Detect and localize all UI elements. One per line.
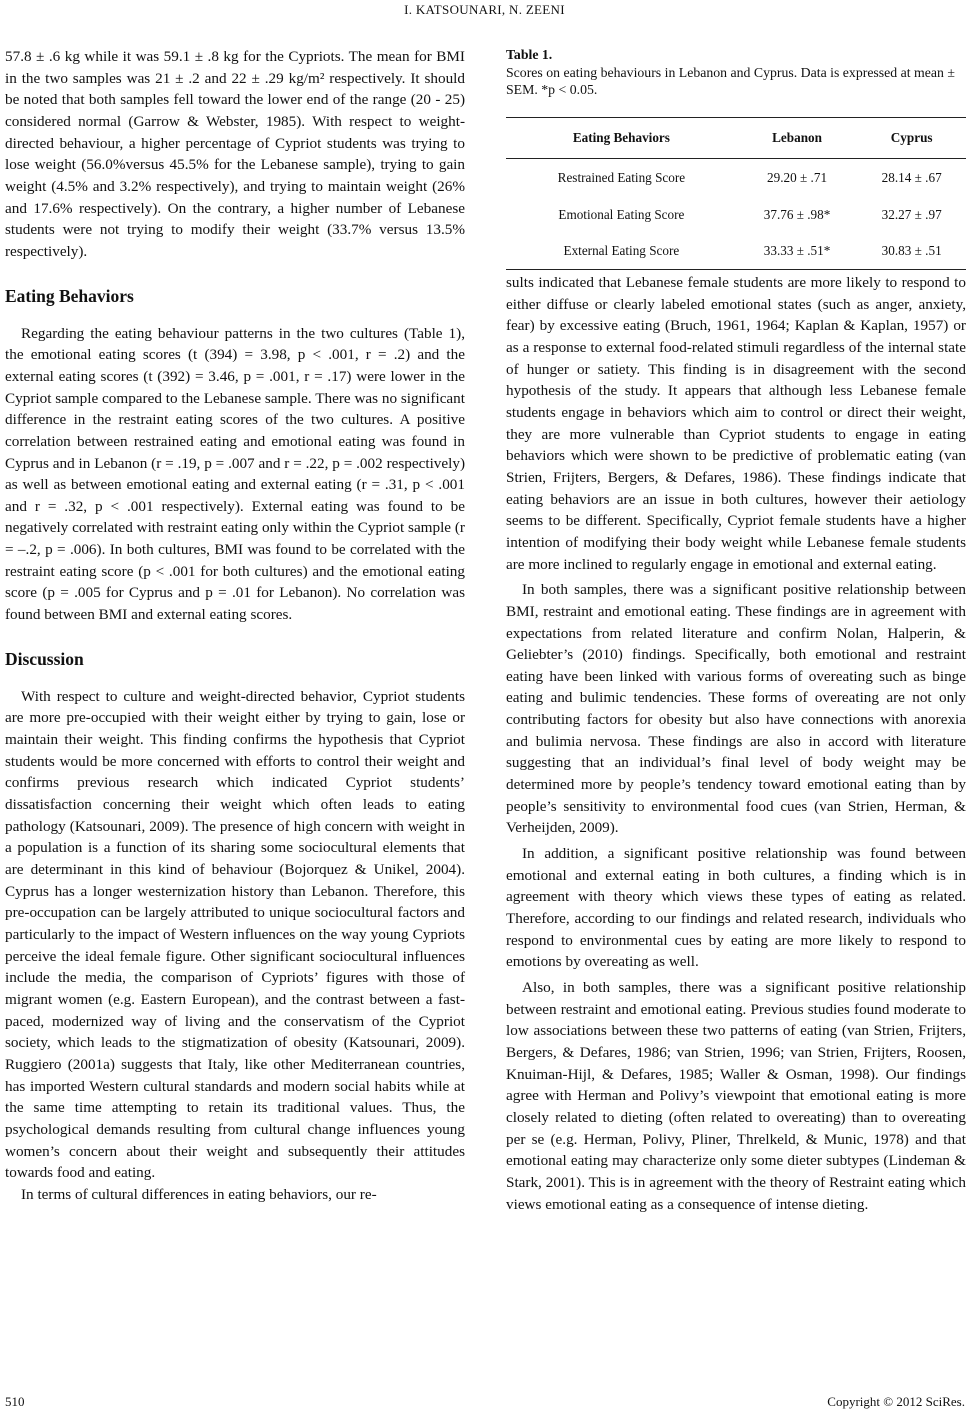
table-cell: 28.14 ± .67: [881, 170, 942, 186]
running-head: I. KATSOUNARI, N. ZEENI: [404, 2, 565, 17]
section-heading-discussion: Discussion: [5, 648, 84, 669]
right-text-flow: [506, 272, 966, 1215]
right-column: [506, 46, 966, 1213]
page-footer: [5, 1394, 965, 1410]
table-cell: 37.76 ± .98*: [763, 206, 831, 222]
table-cell: 30.83 ± .51: [857, 232, 966, 269]
table-cell: External Eating Score: [506, 232, 737, 269]
table-header-row: [506, 117, 966, 159]
page-number: 510: [5, 1394, 25, 1409]
table-cell: 33.33 ± .51*: [737, 232, 858, 269]
table-row: [506, 232, 966, 269]
copyright-notice: Copyright © 2012 SciRes.: [827, 1394, 965, 1409]
table-caption: Scores on eating behaviours in Lebanon and Cyprus. Data is expressed at mean ± SEM. *p < 0.05.: [506, 64, 955, 97]
paragraph: In addition, a significant positive relationship was found between emotional and external eating in both cultures, a finding which is in agreement with theory which views these types of eating as related. Therefore, according to our findings and related research, individuals who respond to environmental cues by eating are more likely to respond to emotions by overeating as well.: [506, 845, 966, 971]
paragraph: With respect to culture and weight-directed behavior, Cypriot students are more pre-occupied with their weight either by trying to gain, lose or maintain their weight. This finding confirms the hypothesis that Cypriot students would be more concerned with efforts to control their weight and confirms previous research which indicated Cypriot students’ dissatisfaction concerning their weight which often leads to eating pathology (Katsounari, 2009). The presence of high concern with weight in a population is a function of its sharing some sociocultural elements that are determinant in this kind of behaviour (Bojorquez & Unikel, 2004). Cyprus has a longer westernization history than Lebanon. Therefore, this pre-occupation can be largely attributed to unique sociocultural factors and particularly to the impact of Western influences on the way young Cypriots perceive the ideal female figure. Other significant sociocultural influences include the media, the comparison of Cypriots’ figures with those of migrant women (e.g. Eastern European), and the contrast between a fast-paced, modernized way of living and the conservatism of the Cypriot society, which leads to the stigmatization of obesity (Katsounari, 2009). Ruggiero (2001a) suggests that Italy, like other Mediterranean countries, has imported Western cultural standards and modern social habits while at the same time attempting to retain its traditional values. Thus, the psychological demands resulting from cultural change influences young women’s concern about their weight and subsequently their attitudes towards food and eating.: [5, 687, 465, 1182]
table-cell: Restrained Eating Score: [557, 170, 686, 186]
left-column: [5, 46, 465, 1206]
table-cell: Emotional Eating Score: [558, 206, 685, 222]
paragraph: 57.8 ± .6 kg while it was 59.1 ± .8 kg for the Cypriots. The mean for BMI in the two samples was 21 ± .2 and 22 ± .29 kg/m² respectively. It should be noted that both samples fell toward the lower end of the range (20 - 25) considered normal (Garrow & Webster, 1985). With respect to weight-directed behaviour, a higher percentage of Cypriot students was trying to lose weight (56.0%versus 45.5% for the Lebanese sample), trying to gain weight (4.5% and 3.2% respectively), and trying to maintain weight (26% and 17.6% respectively). On the contrary, a higher number of Lebanese students were not trying to modify their weight (33.7% versus 13.5% respectively).: [5, 48, 465, 260]
column-header: Cyprus: [857, 117, 966, 159]
table-cell: 29.20 ± .71: [767, 170, 828, 186]
column-header: Eating Behaviors: [506, 117, 737, 159]
table-row: [506, 159, 966, 196]
eating-behaviors-table: [506, 117, 966, 271]
column-header: Lebanon: [737, 117, 858, 159]
paragraph: sults indicated that Lebanese female students are more likely to respond to either diffuse or clearly labeled emotional states (such as anger, anxiety, fear) by excessive eating (Bruch, 1961, 1964; Kaplan & Kaplan, 1957) or as a response to external food-related stimuli regardless of the internal state of hunger or satiety. This finding is in disagreement with the second hypothesis of the study. It appears that although less Lebanese female students engage in behaviors which aim to control or direct their weight, they are more vulnerable than Cypriot students to engage in eating behaviors which were shown to be predictive of problematic eating (van Strien, Frijters, Bergers, & Defares, 1986). These findings indicate that eating behaviors are an issue in both cultures, however their aetiology seems to be different. Specifically, Cypriot female students have a higher intention of modifying their body weight while Lebanese female students are more inclined to regularly engage in emotional and external eating.: [506, 274, 966, 573]
paragraph: In both samples, there was a significant positive relationship between BMI, restraint and emotional eating. These findings are in agreement with expectations from related literature and confirm Nolan, Halperin, & Geliebter’s (2010) findings. Specifically, both emotional and restraint eating have been linked with various forms of overeating such as binge eating and bulimic tendencies. These forms of overeating are not only contributing factors for obesity but also have connections with anorexia and bulimia nervosa. These findings are also in accord with literature suggesting that an individual’s final level of body weight may be determined more by people’s tendency toward emotional eating than by people’s sensitivity to environmental food cues (van Strien, Herman, & Verheijden, 2009).: [506, 581, 966, 837]
paragraph: In terms of cultural differences in eating behaviors, our re-: [21, 1185, 377, 1203]
table-row: [506, 196, 966, 233]
paragraph: Also, in both samples, there was a significant positive relationship between restraint and emotional eating. Previous studies found moderate to low associations between these two patterns of eating (van Strien, Frijters, Bergers, & Defares, 1986; van Strien, 1996; van Strien, Frijters, Roosen, Knuiman-Hijl, & Defares, 1985; Waller & Osman, 1998). Our findings agree with Herman and Polivy’s viewpoint that emotional eating is more closely related to dieting (often related to overeating) than to overeating per se (e.g. Herman, Polivy, Pliner, Threlkeld, & Munic, 1978) and that emotional eating may characterize only some dieter subtypes (Lindeman & Stark, 2001). This is in agreement with the theory of Restraint eating which views emotional eating as a consequence of intense dieting.: [506, 979, 966, 1213]
table-cell: 32.27 ± .97: [881, 206, 942, 222]
table-title: Table 1.: [506, 47, 553, 62]
section-heading-eating-behaviors: Eating Behaviors: [5, 285, 134, 306]
table-caption-block: [506, 46, 966, 99]
paragraph: Regarding the eating behaviour patterns in the two cultures (Table 1), the emotional eating scores (t (394) = 3.98, p < .001, r = .2) and the external eating scores (t (392) = 3.46, p = .001, r = .17) were lower in the Cypriot sample compared to the Lebanese sample. There was no significant difference in the restraint eating scores of the two cultures. A positive correlation between restrained eating and emotional eating was found in Cyprus and in Lebanon (r = .19, p = .007 and r = .22, p = .002 respectively) as well as between emotional eating and external eating (r = .31, p < .001 and r = .32, p < .001 respectively). External eating was found to be negatively correlated with restraint eating only within the Cypriot sample (r = –.2, p = .006). In both cultures, BMI was found to be correlated with the restraint eating score (p < .001 for both cultures) and the emotional eating score (p = .005 for Cyprus and p = .01 for Lebanon). No correlation was found between BMI and external eating scores.: [5, 324, 465, 624]
